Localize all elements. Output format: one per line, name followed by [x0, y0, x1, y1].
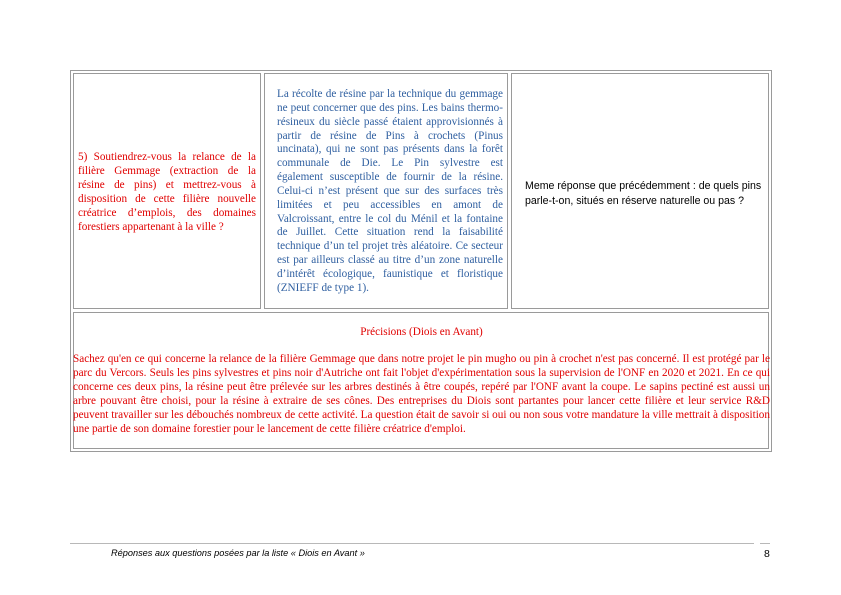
answer-text: La récolte de résine par la technique du gemmage ne peut concerner que des pins. Les bains thermo-résineux du siècle passé étaient approvisionnés à partir de résine de Pins à crochets (Pinus uncinata), qui ne sont pas présents dans la forêt communale de Die. Le Pin sylvestre est également susceptible de fournir de la résine. Celui-ci n’est présent que sur des surfaces très limitées et peu accessibles en amont de Valcroissant, entre le col du Ménil et la fontaine de Juillet. Cette situation rend la faisabilité technique d’un tel projet très aléatoire. Ce secteur est par ailleurs classé au titre d’un zone naturelle d’intérêt écologique, faunistique et floristique (ZNIEFF de type 1). — [277, 88, 503, 294]
footer-text: Réponses aux questions posées par la liste « Diois en Avant » — [111, 548, 365, 558]
page-number: 8 — [764, 548, 770, 560]
precisions-text: Sachez qu'en ce qui concerne la relance de la filière Gemmage que dans notre projet le pin mugho ou pin à crochet n'est pas concerné. Il est protégé par le parc du Vercors. Seuls les pins sylvestres et pins noir d'Autriche ont fait l'objet d'expérimentation sous la supervision de l'ONF en 2020 et 2021. En ce qui concerne ces deux pins, la résine peut être prélevée sur les arbres destinés à être coupés, repéré par l'ONF avant la coupe. Le sapins pectiné est aussi un arbre pouvant être choisi, pour la résine à extraire de ses cônes. Des entreprises du Diois sont partantes pour lancer cette filière et leur service R&D peuvent travailler sur les débouchés nombreux de cette activité. La question était de savoir si oui ou non sous votre mandature la ville mettrait à disposition une partie de son domaine forestier pour le lancement de cette filière créatrice d'emploi. — [73, 353, 770, 435]
comment-text: Meme réponse que précédemment : de quels pins parle-t-on, situés en réserve naturelle ou pas ? — [525, 180, 762, 207]
question-text: 5) Soutiendrez-vous la relance de la filière Gemmage (extraction de la résine de pins) et mettrez-vous à disposition de cette filière nouvelle créatrice d’emplois, des domaines forestiers appartenant à la ville ? — [78, 151, 256, 233]
precisions-title: Précisions (Diois en Avant) — [360, 326, 483, 338]
footer-divider-short — [760, 543, 770, 544]
footer-divider — [70, 543, 754, 544]
